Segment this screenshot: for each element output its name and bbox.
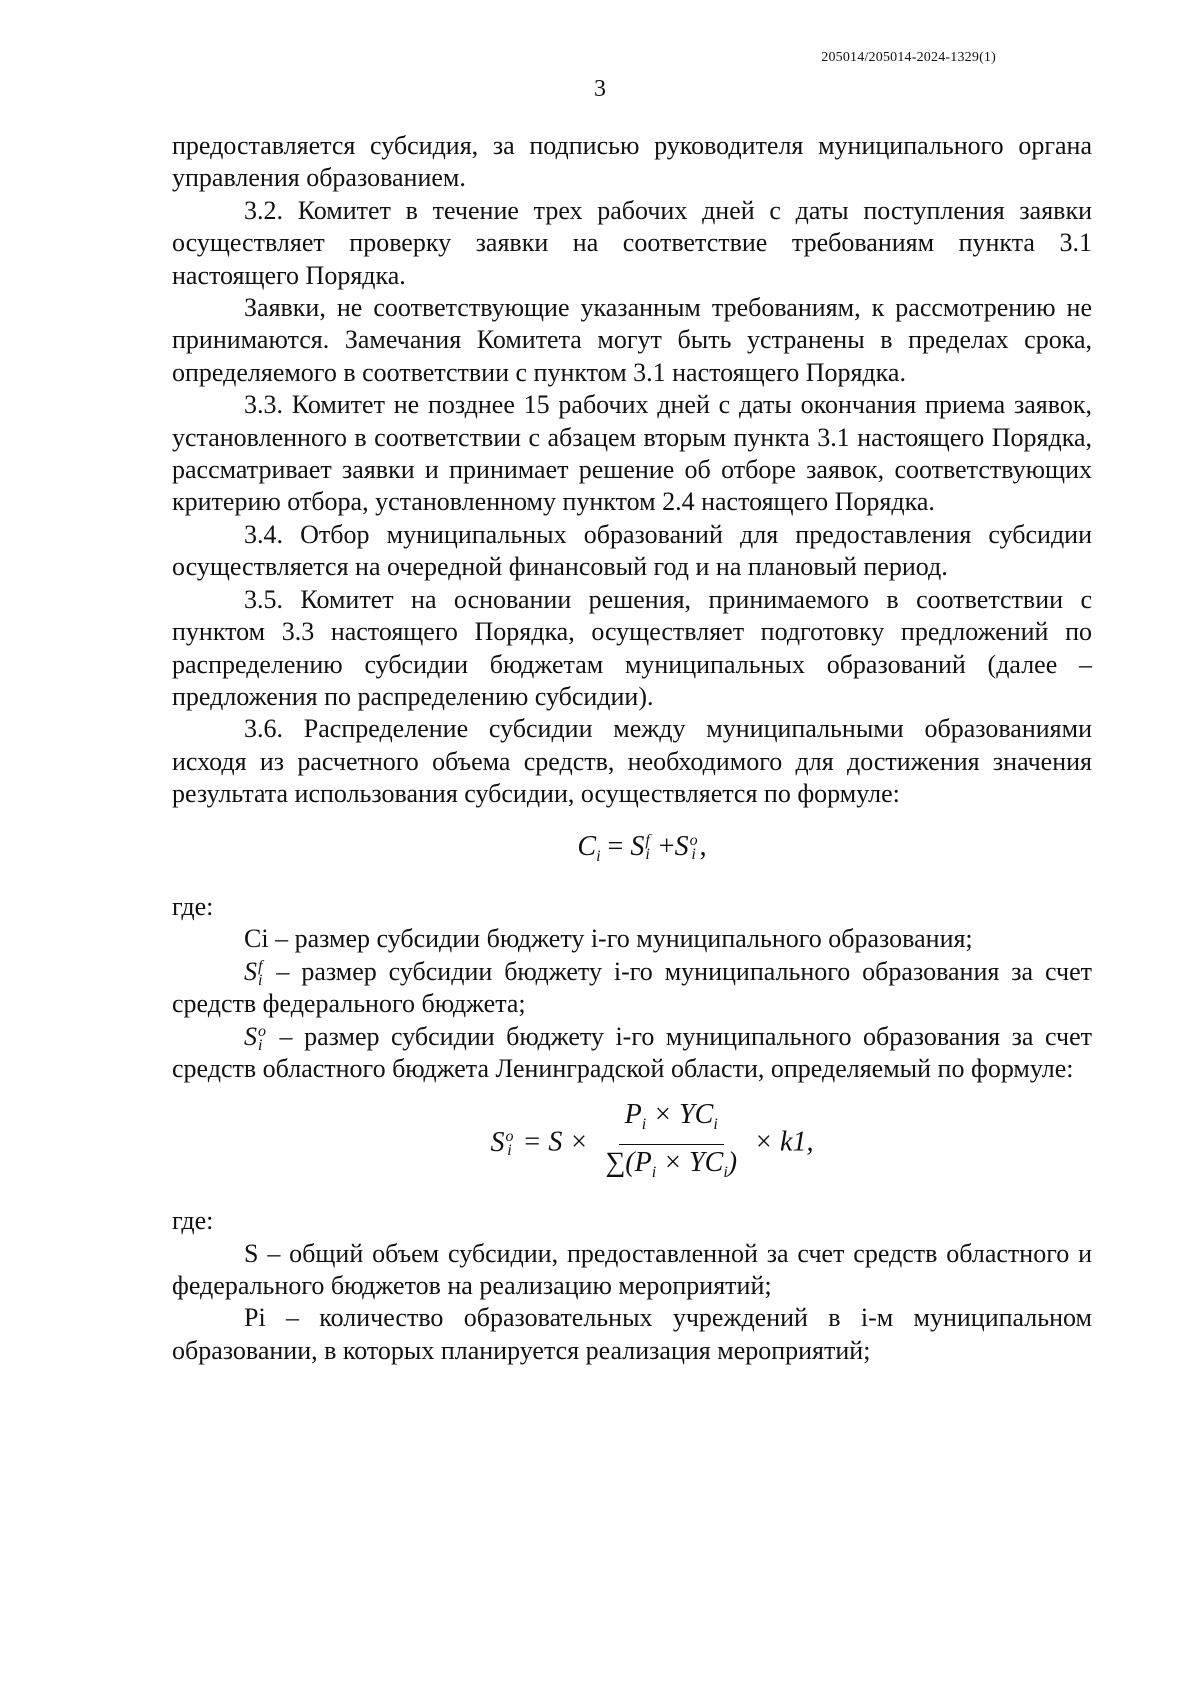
where-label-1: где: [172,891,214,921]
so-symbol-indices [258,1022,266,1054]
document-body [172,130,1092,1367]
paragraph-3-5: 3.5. Комитет на основании решения, принимаемого в соответствии с пунктом 3.3 настоящего Порядка, осуществляет подготовку предложений по распределению субсидии бюджетам муниципальных образований (далее – предложения по распределению субсидии). [172,584,1092,711]
sf-symbol-sup: f [258,957,263,975]
definition-s: S – общий объем субсидии, предоставленной за счет средств областного и федерального бюджетов на реализацию мероприятий; [172,1238,1092,1300]
paragraph-3-4: 3.4. Отбор муниципальных образований для предоставления субсидии осуществляется на очередной финансовый год и на плановый период. [172,519,1092,582]
definition-pi: Pi – количество образовательных учреждений в i-м муниципальном образовании, в которых планируется реализация мероприятий; [172,1303,1092,1365]
formula-so-num-p: P [624,1099,642,1131]
paragraph-continuation: предоставляется субсидия, за подписью руководителя муниципального органа управления образованием. [172,131,1092,193]
definition-so [172,1021,1092,1086]
formula-ci-term2-sub: i [691,846,696,864]
paragraph-3-6: 3.6. Распределение субсидии между муниципальными образованиями исходя из расчетного объема средств, необходимого для достижения значения результата использования субсидии, осуществляется по формуле: [172,714,1092,809]
formula-so-sum-sign: ∑ [605,1146,626,1178]
document-registration-number: 205014/205014-2024-1329(1) [821,50,996,65]
paragraph-3-2: 3.2. Комитет в течение трех рабочих дней с даты поступления заявки осуществляет проверку заявки на соответствие требованиям пункта 3.1 настоящего Порядка. [172,195,1092,290]
formula-ci-term1-sub: i [645,846,650,864]
sf-symbol-indices [258,957,263,989]
formula-so-num-p-sub: i [641,1116,647,1134]
definition-so-text: – размер субсидии бюджету i-го муниципального образования за счет средств областного бюджета Ленинградской области, определяемый по формуле: [172,1021,1093,1083]
definition-sf-text: – размер субсидии бюджету i-го муниципального образования за счет средств федерального бюджета; [172,956,1093,1019]
so-symbol-sub: i [258,1036,263,1054]
formula-ci-plus: + [658,830,675,862]
definition-sf [172,956,1092,1021]
formula-ci-tail: , [699,830,707,862]
formula-ci-eq: = [607,830,624,862]
formula-ci [172,831,1092,873]
formula-ci-term2-sup: o [689,832,698,850]
formula-ci-term1-indices [645,834,649,862]
formula-ci-term2: S [674,830,689,862]
sf-symbol-base: S [244,956,257,986]
so-symbol [244,1021,268,1053]
paragraph-3-3: 3.3. Комитет не позднее 15 рабочих дней с даты окончания приема заявок, установленного в соответствии с абзацем вторым пункта 3.1 настоящего Порядка, рассматривает заявки и принимает решение об отборе заявок, соответствующих критерию отбора, установленному пунктом 2.4 настоящего Порядка. [172,390,1092,517]
formula-so-lhs-sup: o [505,1128,514,1146]
formula-so-den-yc-sub: i [723,1163,728,1181]
page-number: 3 [594,76,606,102]
sf-symbol-sub: i [258,971,263,989]
formula-so-den-yc: × YC [663,1146,724,1178]
where-label-2: где: [172,1206,214,1236]
formula-ci-term2-indices [690,834,698,862]
formula-so-fraction [599,1099,743,1189]
formula-so-den-close: ) [727,1146,738,1178]
formula-so-lhs-indices [506,1130,514,1158]
formula-so-num-yc: × YC [653,1099,714,1131]
formula-so-num-yc-sub: i [713,1116,718,1134]
definition-ci: Ci – размер субсидии бюджету i-го муниципального образования; [244,924,973,954]
formula-so-tail: × k1, [754,1126,814,1158]
formula-so-numerator [619,1099,724,1144]
so-symbol-base: S [244,1021,257,1051]
formula-so-lhs-sub: i [507,1142,512,1160]
formula-so-denominator [599,1145,743,1189]
formula-so-eq: = S × [522,1126,589,1158]
formula-so-den-p-sub: i [651,1163,657,1181]
sf-symbol [244,956,264,988]
formula-so-lhs: S [490,1126,505,1158]
formula-ci-term1: S [630,830,645,862]
paragraph-applications-rejected: Заявки, не соответствующие указанным требованиям, к рассмотрению не принимаются. Замечания Комитета могут быть устранены в пределах срока, определяемого в соответствии с пунктом 3.1 настоящего Порядка. [172,293,1092,387]
formula-so-den-p: (P [625,1146,652,1178]
formula-ci-lhs: C [577,830,597,862]
formula-ci-term1-sup: f [645,832,650,850]
formula-so [172,1099,1092,1189]
so-symbol-sup: o [258,1022,266,1040]
formula-ci-lhs-sub: i [596,847,601,865]
